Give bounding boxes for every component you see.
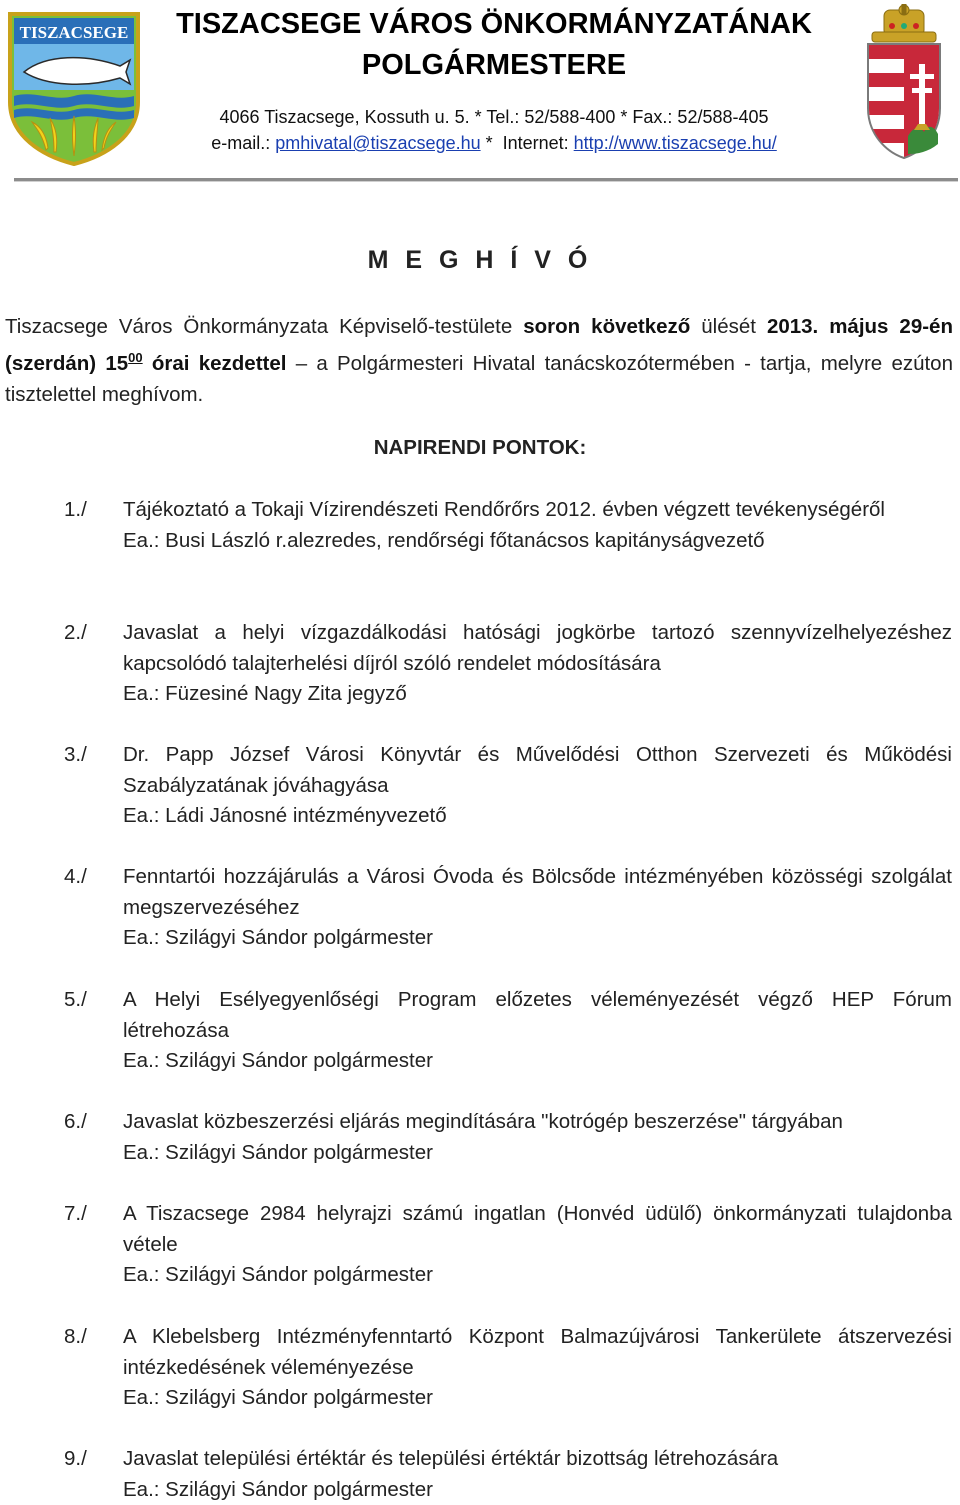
intro-bold-1: soron következő bbox=[523, 315, 691, 338]
organization-title-line2: POLGÁRMESTERE bbox=[361, 49, 627, 81]
agenda-item-number: 9./ bbox=[64, 1447, 87, 1470]
agenda-item-responsible: Ea.: Szilágyi Sándor polgármester bbox=[123, 1140, 433, 1164]
contact-line bbox=[150, 130, 838, 156]
agenda-item-number: 2./ bbox=[64, 621, 87, 644]
agenda-item-text: A Tiszacsege 2984 helyrajzi számú ingatlan (Honvéd üdülő) önkormányzati tulajdonba vétele bbox=[123, 1202, 952, 1256]
invitation-paragraph bbox=[5, 311, 953, 410]
agenda-item-text: Javaslat a helyi vízgazdálkodási hatósági jogkörbe tartozó szennyvízelhelyezéshez kapcsolódó talajterhelési díjról szóló rendelet módosítására bbox=[123, 621, 952, 675]
internet-label: * Internet: bbox=[480, 133, 574, 153]
email-link[interactable]: pmhivatal@tiszacsege.hu bbox=[275, 133, 481, 153]
intro-text-1: Tiszacsege Város Önkormányzata Képviselő-testülete bbox=[5, 315, 524, 338]
agenda-item-number: 8./ bbox=[64, 1325, 87, 1348]
agenda-item-text: Javaslat települési értéktár és települési értéktár bizottság létrehozására bbox=[123, 1447, 779, 1470]
meeting-time-minutes: 00 bbox=[128, 350, 143, 365]
agenda-item-text: A Helyi Esélyegyenlőségi Program előzetes véleményezését végző HEP Fórum létrehozása bbox=[123, 988, 952, 1042]
organization-title bbox=[150, 4, 838, 86]
organization-title-line1: TISZACSEGE VÁROS ÖNKORMÁNYZATÁNAK bbox=[176, 8, 812, 40]
document-title: M E G H Í V Ó bbox=[367, 246, 593, 274]
agenda-item-text: Tájékoztató a Tokaji Vízirendészeti Rendőrőrs 2012. évben végzett tevékenységéről bbox=[123, 498, 885, 521]
agenda-item-number: 1./ bbox=[64, 498, 87, 521]
agenda-item-responsible: Ea.: Ládi Jánosné intézményvezető bbox=[123, 804, 447, 828]
agenda-item-responsible: Ea.: Busi László r.alezredes, rendőrségi főtanácsos kapitányságvezető bbox=[123, 528, 765, 552]
agenda-item-text: Fenntartói hozzájárulás a Városi Óvoda és Bölcsőde intézményében közösségi szolgálat megszervezéséhez bbox=[123, 865, 952, 919]
agenda-item-number: 7./ bbox=[64, 1202, 87, 1225]
agenda-item-responsible: Ea.: Füzesiné Nagy Zita jegyző bbox=[123, 682, 407, 706]
agenda-item-responsible: Ea.: Szilágyi Sándor polgármester bbox=[123, 926, 433, 950]
agenda-item-responsible: Ea.: Szilágyi Sándor polgármester bbox=[123, 1477, 433, 1501]
agenda-item-text: Dr. Papp József Városi Könyvtár és Művelődési Otthon Szervezeti és Működési Szabályzatának jóváhagyása bbox=[123, 743, 952, 797]
agenda-item-responsible: Ea.: Szilágyi Sándor polgármester bbox=[123, 1263, 433, 1287]
address-line: 4066 Tiszacsege, Kossuth u. 5. * Tel.: 52/588-400 * Fax.: 52/588-405 bbox=[219, 107, 769, 127]
website-link[interactable]: http://www.tiszacsege.hu/ bbox=[573, 133, 777, 153]
intro-text-3: – a Polgármesteri Hivatal tanácskozótermében - tartja, melyre ezúton tisztelettel meghívom. bbox=[5, 352, 953, 406]
contact-block bbox=[150, 104, 838, 156]
agenda-item-text: Javaslat közbeszerzési eljárás megindítására "kotrógép beszerzése" tárgyában bbox=[123, 1110, 843, 1133]
agenda-item-responsible: Ea.: Szilágyi Sándor polgármester bbox=[123, 1049, 433, 1073]
intro-bold-3: órai kezdettel bbox=[142, 352, 287, 375]
meeting-date: 2013. május 29-én (szerdán) 15 bbox=[5, 315, 953, 375]
hungarian-coat-of-arms-logo bbox=[862, 4, 946, 162]
header-divider bbox=[14, 178, 958, 182]
intro-text-2: ülését bbox=[690, 315, 767, 338]
email-label: e-mail.: bbox=[211, 133, 276, 153]
agenda-heading: NAPIRENDI PONTOK: bbox=[373, 436, 587, 459]
agenda-item-number: 5./ bbox=[64, 988, 87, 1011]
agenda-item-number: 4./ bbox=[64, 865, 87, 888]
agenda-item-text: A Klebelsberg Intézményfenntartó Központ Balmazújvárosi Tankerülete átszervezési intézkedésének véleményezése bbox=[123, 1325, 952, 1379]
agenda-item-responsible: Ea.: Szilágyi Sándor polgármester bbox=[123, 1386, 433, 1410]
agenda-item-number: 6./ bbox=[64, 1110, 87, 1133]
agenda-item-number: 3./ bbox=[64, 743, 87, 766]
svg-text:TISZACSEGE: TISZACSEGE bbox=[19, 23, 129, 42]
tiszacsege-crest-logo bbox=[6, 10, 142, 166]
